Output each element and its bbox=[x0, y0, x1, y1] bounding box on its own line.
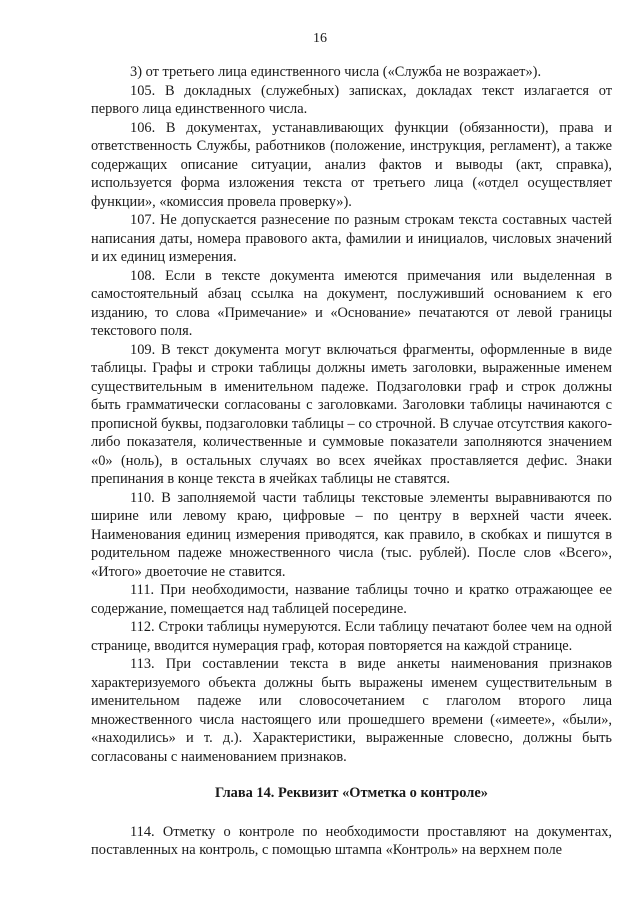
paragraph-110: 110. В заполняемой части таблицы текстовые элементы выравниваются по ширине или левому краю, цифровые – по центру в верхней части ячеек. Наименования единиц измерения приводятся, как правило, в скобках и пишутся в родительном падеже множественного числа (тыс. рублей). После слов «Всего», «Итого» двоеточие не ставится. bbox=[91, 489, 612, 580]
paragraph-107: 107. Не допускается разнесение по разным строкам текста составных частей написания даты, номера правового акта, фамилии и инициалов, числовых значений и их единиц измерения. bbox=[91, 212, 612, 265]
paragraph-113: 113. При составлении текста в виде анкеты наименования признаков характеризуемого объекта должны быть выражены именем существительным в именительном падеже или словосочетанием с глаголом второго лица множественного числа настоящего или прошедшего времени («имеете», «были», «находились» и т. д.). Характеристики, выраженные словесно, должны быть согласованы с наименованием признаков. bbox=[91, 656, 612, 765]
paragraph: 3) от третьего лица единственного числа («Служба не возражает»). bbox=[130, 64, 542, 80]
paragraph-112: 112. Строки таблицы нумеруются. Если таблицу печатают более чем на одной странице, вводится нумерация граф, которая повторяется на каждой странице. bbox=[91, 619, 612, 654]
paragraph-111: 111. При необходимости, название таблицы точно и кратко отражающее ее содержание, помещается над таблицей посередине. bbox=[91, 582, 612, 617]
paragraph-105: 105. В докладных (служебных) записках, докладах текст излагается от первого лица единственного числа. bbox=[91, 82, 612, 117]
paragraph-106: 106. В документах, устанавливающих функции (обязанности), права и ответственность Службы, работников (положение, инструкция, регламент), а также содержащих описание ситуации, анализ фактов и выводы (акт, справка), используется форма изложения текста от третьего лица («отдел осуществляет функции», «комиссия провела проверку»). bbox=[91, 119, 612, 210]
chapter-title: Глава 14. Реквизит «Отметка о контроле» bbox=[215, 785, 488, 801]
page-number: 16 bbox=[313, 31, 327, 46]
document-body bbox=[91, 63, 612, 860]
paragraph-108: 108. Если в тексте документа имеются примечания или выделенная в самостоятельный абзац ссылка на документ, послуживший основанием к его изданию, то слова «Примечание» и «Основание» печатаются от левой границы текстового поля. bbox=[91, 267, 612, 339]
paragraph-114: 114. Отметку о контроле по необходимости проставляют на документах, поставленных на контроль, с помощью штампа «Контроль» на верхнем поле bbox=[91, 823, 612, 858]
paragraph-109: 109. В текст документа могут включаться фрагменты, оформленные в виде таблицы. Графы и строки таблицы должны иметь заголовки, выраженные именем существительным в именительном падеже. Подзаголовки граф и строк должны быть грамматически согласованы с заголовками. Заголовки таблицы начинаются с прописной буквы, подзаголовки таблицы – со строчной. В случае отсутствия какого-либо показателя, количественные и суммовые показатели заполняются значением «0» (ноль), в остальных случаях во всех ячейках проставляется дефис. Знаки препинания в конце текста в ячейках таблицы не ставятся. bbox=[91, 341, 612, 487]
